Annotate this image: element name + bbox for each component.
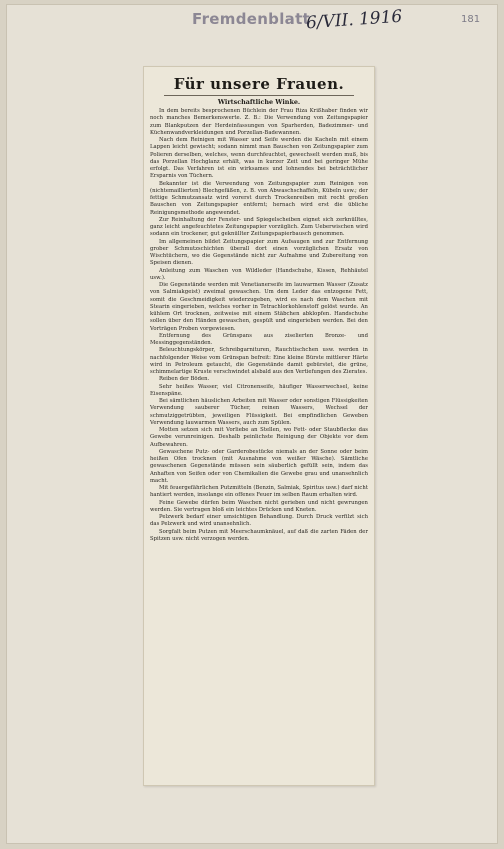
- paragraph: Sehr heißes Wasser, viel Citronenseife, häufiger Wasserwechsel, keine Eisenspäne.: [150, 383, 368, 397]
- paragraph: Die Gegenstände werden mit Venetianerseife im lauwarmen Wasser (Zusatz von Salmiakgeist) zweimal gewaschen. Um dem Leder das entzogene Fett, somit die Geschmeidigkeit wiederzugeben, wird es nach dem Waschen mit Stearin eingerieben, welches vorher in Tetrachlorkohlenstoff gelöst wurde. An kühlem Ort trocknen, zeitweise mit einem Stäbchen abklopfen. Handschuhe sollen über den Händen gewaschen, gespült und eingerieben werden. Bei den Vorträgen Proben vorgewiesen.: [150, 282, 368, 332]
- paragraph: Im allgemeinen bildet Zeitungspapier zum Aufsaugen und zur Entfernung grober Schmutzschichten überall dort einen vorzüglichen Ersatz von Wischtüchern, wo die Gegenstände nicht zur Aufnahme und Zubereitung von Speisen dienen.: [150, 238, 368, 267]
- section-heading: Anleitung zum Waschen von Wildleder (Handschuhe, Kissen, Rehhäutel usw.).: [150, 267, 368, 281]
- paragraph: Beleuchtungskörper, Schreibgarnituren, Rauchtischchen usw. werden in nachfolgender Weise vom Grünspan befreit: Eine kleine Bürste mittlerer Härte wird in Petroleum getaucht, die Gegenstände damit gebürstet, die grüne, schimmelartige Kruste verschwindet alsbald aus den Vertiefungen des Zierates.: [150, 347, 368, 375]
- section-heading: Reiben der Böden.: [159, 376, 210, 383]
- paragraph: Mit feuergefährlichen Putzmitteln (Benzin, Salmiak, Spiritus usw.) darf nicht hantiert werden, insolange ein offenes Feuer im selben Raum erhalten wird.: [150, 485, 368, 499]
- paragraph: Bekannter ist die Verwendung von Zeitungspapier zum Reinigen von (nichtemaillierten) Blechgefäßen, z. B. von Abwaschschaffeln, Kübeln usw.; der fettige Schmutzansatz wird vorerst durch Trockenreiben mit recht großen Bauschen von Zeitungspapier entfernt; hernach wird erst die übliche Reinigungsmethode angewendet.: [150, 180, 368, 216]
- paragraph: In dem bereits besprochenen Büchlein der Frau Riza Krißhaber finden wir noch manches Bemerkenswerte. Z. B.: Die Verwendung von Zeitungspapier zum Blankputzen der Herdeinfassungen von Sparherden, Badezimmer- und Küchenwandverkleidungen und Porzellan-Badewannen.: [150, 108, 368, 136]
- article-title: Für unsere Frauen.: [173, 75, 345, 93]
- paragraph: Motten setzen sich mit Vorliebe an Stellen, wo Fett- oder Staubflecke das Gewebe verunreinigen. Deshalb peinlichste Reinigung der Objekte vor dem Aufbewahren.: [150, 427, 368, 448]
- newspaper-name-stamp: Fremdenblatt: [192, 10, 311, 28]
- newspaper-clipping: [143, 66, 375, 786]
- title-rule: [164, 95, 354, 96]
- paragraph: Sorgfalt beim Putzen mit Meerschaumknäuel, auf daß die zarten Fäden der Spitzen usw. nicht verzogen werden.: [150, 528, 368, 542]
- paragraph: Bei sämtlichen häuslichen Arbeiten mit Wasser oder sonstigen Flüssigkeiten Verwendung sauberer Tücher, reinen Wassers, Wechsel der schmutziggetrübten, jeweiligen Flüssigkeit. Bei empfindlichen Geweben Verwendung lauwarmen Wassers, auch zum Spülen.: [150, 398, 368, 426]
- paragraph: Gewaschene Putz- oder Garderobestücke niemals an der Sonne oder beim heißen Ofen trocknen (mit Ausnahme von weißer Wäsche). Sämtliche gewaschenen Gegenstände müssen sein säuberlich gefüllt sein, indem das Anhaften von Seifen oder von Chemikalien die Gewebe grau und unansehnlich macht.: [150, 448, 368, 484]
- article-subtitle: Wirtschaftliche Winke.: [217, 98, 301, 106]
- handwritten-date: 6/VII. 1916: [305, 6, 403, 34]
- paragraph: Feine Gewebe dürfen beim Waschen nicht gerieben und nicht gewrungen werden. Sie vertragen bloß ein leichtes Drücken und Kneten.: [150, 499, 368, 513]
- paragraph: Pelzwerk bedarf einer umsichtigen Behandlung. Durch Druck verfilzt sich das Pelzwerk und wird unansehnlich.: [150, 514, 368, 528]
- section-heading: Entfernung des Grünspans aus ziselierten Bronze- und Messinggegenständen.: [150, 332, 368, 346]
- paragraph: Zur Reinhaltung der Fenster- und Spiegelscheiben eignet sich zerknülltes, ganz leicht angefeuchtetes Zeitungspapier vorzüglich. Zum Ueberwischen wird sodann ein trockener, gut geknüllter Zeitungspapierbausch genommen.: [150, 216, 368, 238]
- archive-sheet: [6, 4, 498, 844]
- archive-page-number: 181: [461, 14, 481, 25]
- paragraph: Nach dem Reinigen mit Wasser und Seife werden die Kacheln mit einem Lappen leicht gewischt; sodann nimmt man Bauschen von Zeitungspapier zum Polieren derselben, welches, wenn durchfeuchtet, gewechselt werden muß, bis das Porzellan Hochglanz erhält, was in kurzer Zeit und bei geringer Mühe erfolgt. Das Verfahren ist ein wirksames und lohnendes bei beträchtlicher Ersparnis von Tüchern.: [150, 137, 368, 180]
- article-body: [150, 108, 368, 543]
